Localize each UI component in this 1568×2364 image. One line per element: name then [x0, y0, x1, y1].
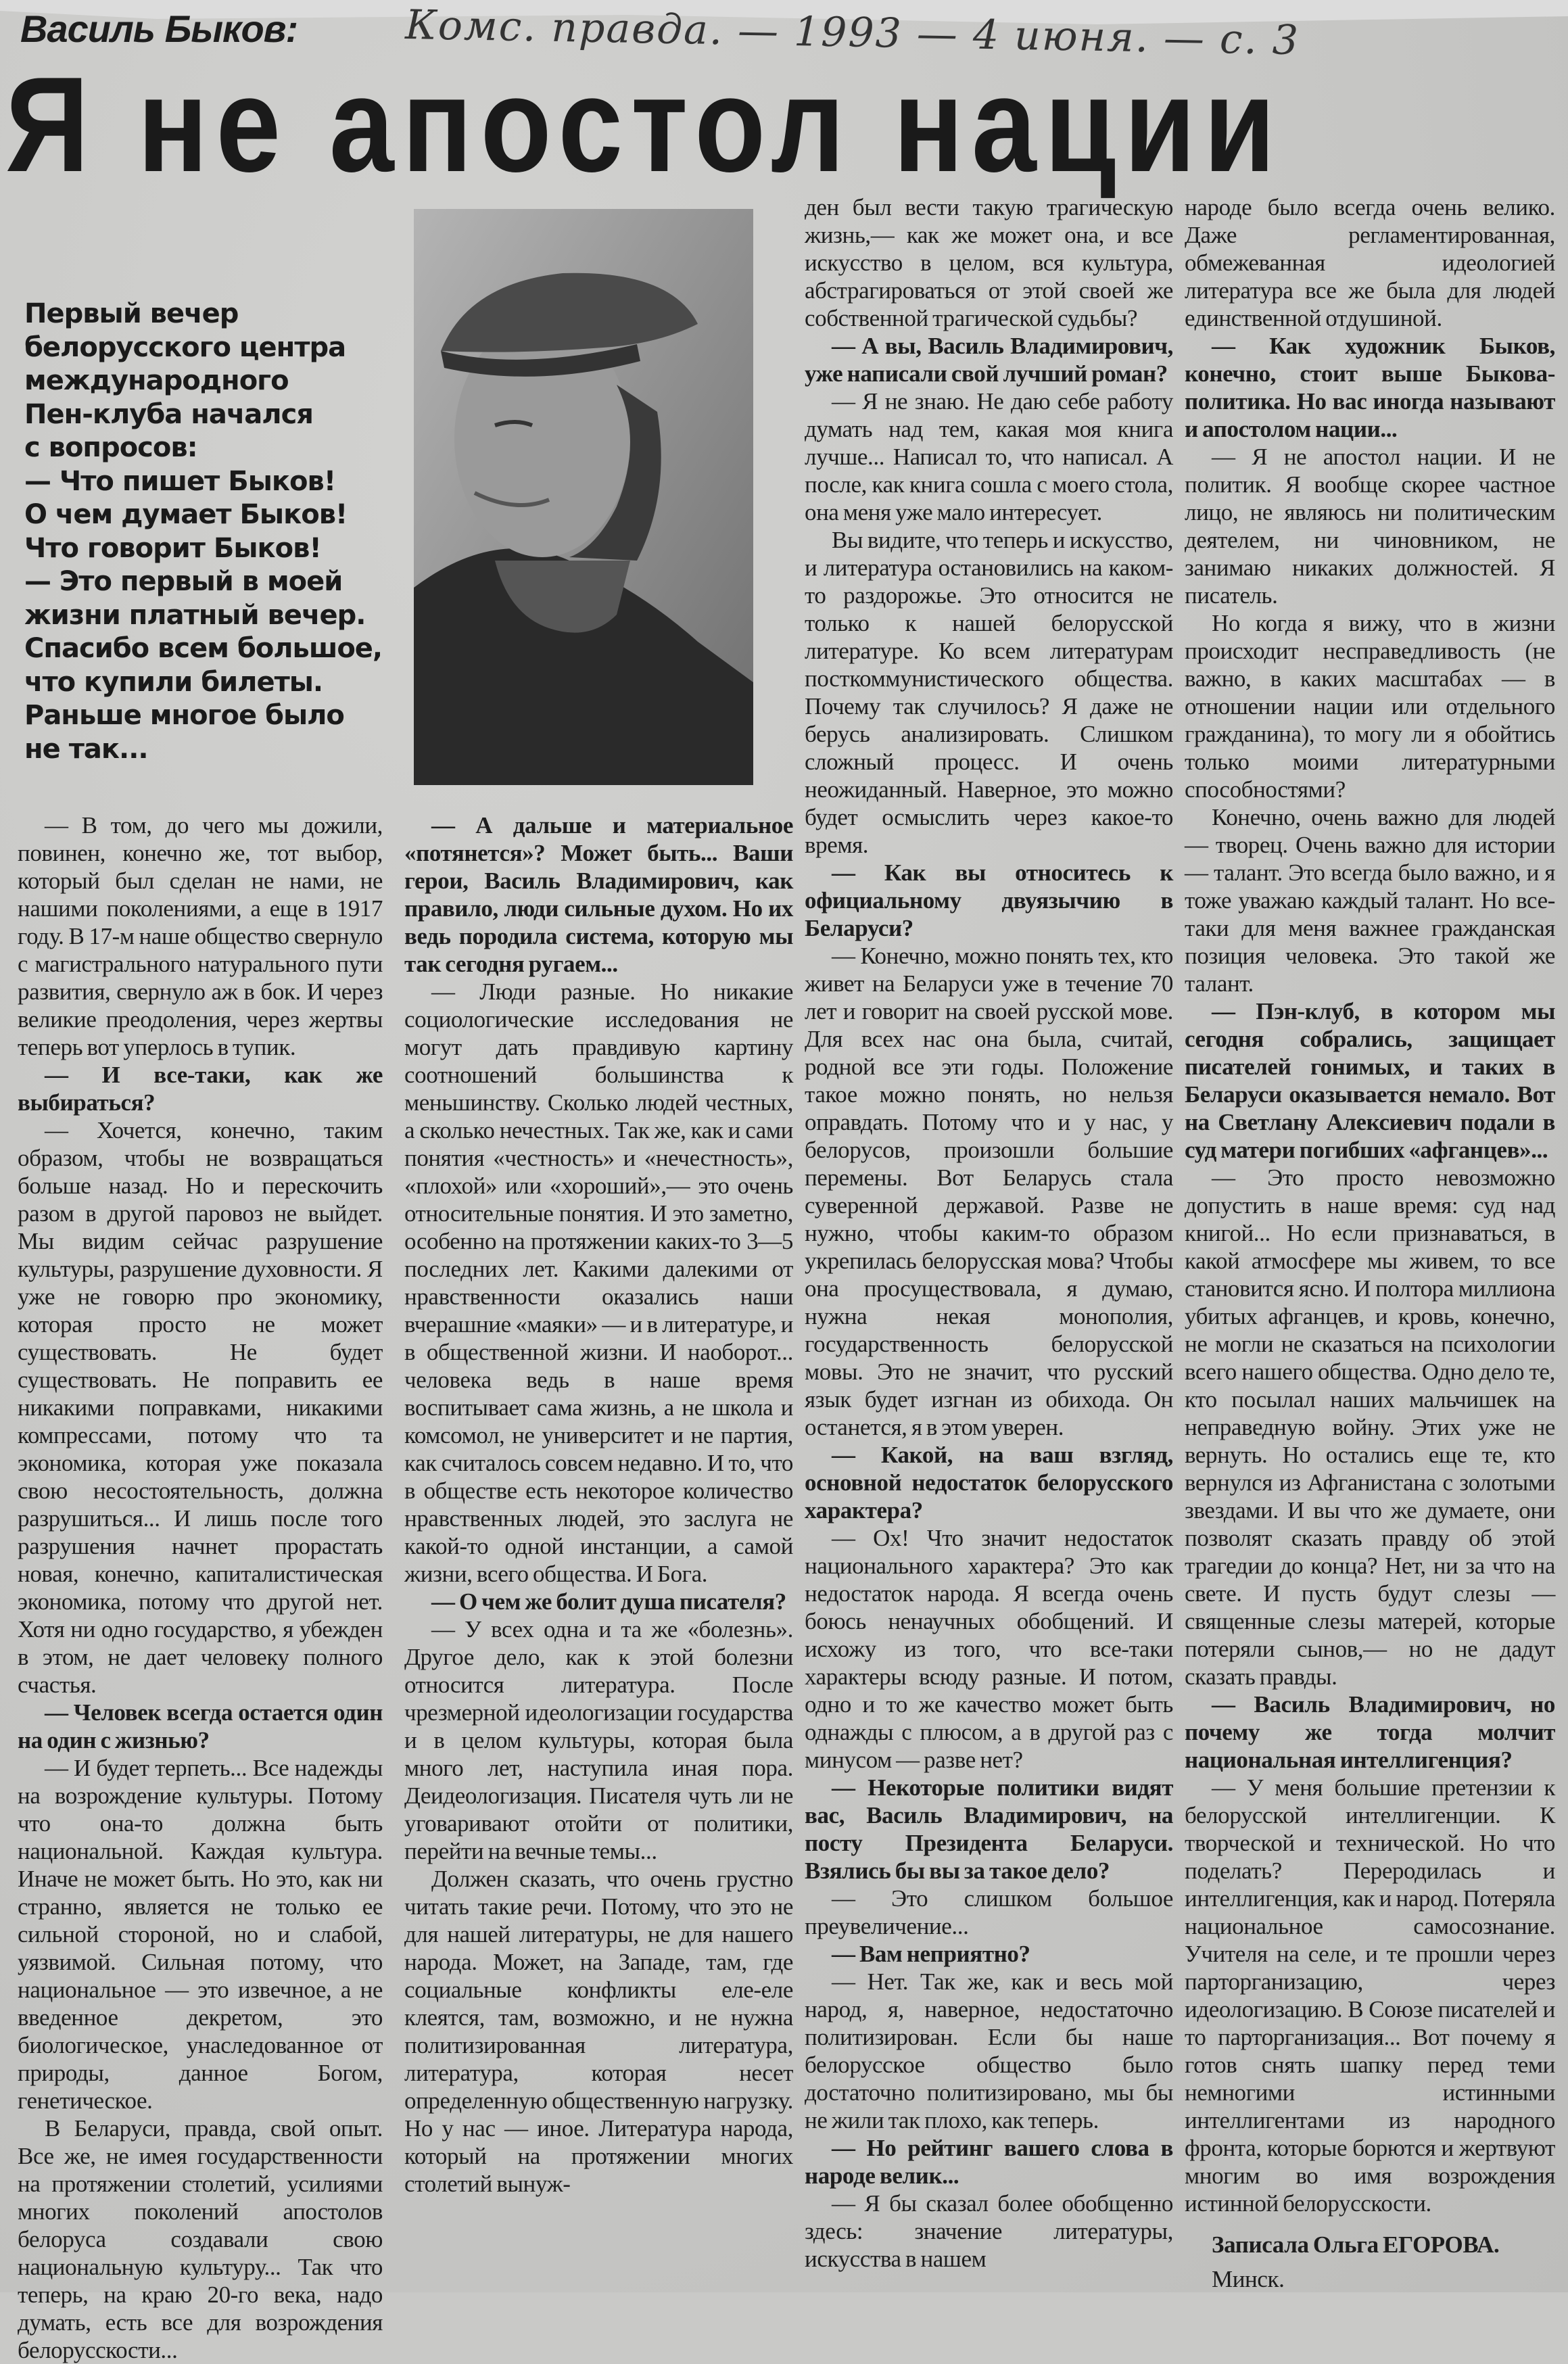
- byline: Василь Быков:: [20, 7, 298, 50]
- interview-question: — Какой, на ваш взгляд, основной недостаток белорусского характера?: [805, 1442, 1173, 1523]
- interview-question: — Человек всегда остается один на один с жизнью?: [18, 1699, 383, 1753]
- lead-line: Пен-клуба начался: [24, 398, 313, 430]
- lead-line: — Что пишет Быков!: [24, 465, 336, 497]
- interview-answer: — Это слишком большое преувеличение...: [805, 1885, 1173, 1939]
- interview-question: — Пэн-клуб, в котором мы сегодня собрались, защищает писателей гонимых, и таких в Беларуси оказывается немало. Вот на Светлану Алексиевич подали в суд матери погибших «афганцев»...: [1185, 998, 1555, 1163]
- interview-question: — А вы, Василь Владимирович, уже написали свой лучший роман?: [805, 333, 1173, 387]
- interview-question: — Как художник Быков, конечно, стоит выше Быкова-политика. Но вас иногда называют и апостолом нации...: [1185, 333, 1555, 442]
- lead-line: с вопросов:: [24, 432, 197, 463]
- lead-line: — Это первый в моей: [24, 566, 343, 597]
- interview-answer: — В том, до чего мы дожили, повинен, конечно же, тот выбор, который был сделан не нами, не нашими поколениями, а еще в 1917 году. В 17-м наше общество свернуло с магистрального натурального пути развития, свернуло аж в бок. И через великие преодоления, через жертвы теперь вот уперлось в тупик.: [18, 812, 383, 1060]
- interview-answer: — Я бы сказал более обобщенно здесь: значение литературы, искусства в нашем: [805, 2190, 1173, 2272]
- interview-answer: Вы видите, что теперь и искусство, и литература остановились на каком-то раздорожье. Это относится не только к нашей белорусской литературе. Ко всем литературам посткоммунистического общества. Почему так случилось? Я даже не берусь анализировать. Слишком сложный процесс. И очень неожиданный. Наверное, это можно будет осмыслить через какое-то время.: [805, 527, 1173, 858]
- interview-question: — Вам неприятно?: [832, 1941, 1030, 1967]
- interview-answer: Должен сказать, что очень грустно читать такие речи. Потому, что это не для нашей литературы, не для нашего народа. Может, на Западе, там, где социальные конфликты еле-еле клеятся, там, возможно, и не нужна политизированная литература, литература, которая несет определенную общественную нагрузку. Но у нас — иное. Литература народа, который на протяжении многих столетий вынуж-: [404, 1866, 793, 2197]
- interview-question: — О чем же болит душа писателя?: [431, 1588, 786, 1615]
- interview-answer: — Конечно, можно понять тех, кто живет на Беларуси уже в течение 70 лет и говорит на своей русской мове. Для всех нас она была, считай, родной все эти годы. Положение такое можно понять, но нельзя оправдать. Потому что и у нас, у белорусов, произошли большие перемены. Вот Беларусь стала суверенной державой. Разве не нужно, чтобы каким-то образом укрепилась белорусская мова? Чтобы она просуществовала, я думаю, нужна некая монополия, государственность белорусской мовы. Это не значит, что русский язык будет изгнан из обихода. Он останется, я в этом уверен.: [805, 943, 1173, 1440]
- interview-answer: Но когда я вижу, что в жизни происходит несправедливость (не важно, в каких масштабах — в отношении нации или отдельного гражданина), то могу ли я обойтись только моими литературными способностями?: [1185, 610, 1555, 803]
- lead-paragraph: [24, 298, 403, 766]
- article-column-1: [18, 811, 383, 2364]
- handwritten-source-note: Комс. правда. — 1993 — 4 июня. — с. 3: [404, 1, 1300, 65]
- interview-answer: ден был вести такую трагическую жизнь,— как же может она, и все искусство в целом, вся культура, абстрагироваться от этой своей же собственной трагической судьбы?: [805, 194, 1173, 331]
- interview-answer: Конечно, очень важно для людей — творец. Очень важно для истории — талант. Это всегда было важно, и я тоже уважаю каждый талант. Но все-таки для меня важнее гражданская позиция человека. Это такой же талант.: [1185, 804, 1555, 997]
- interview-answer: В Беларуси, правда, свой опыт. Все же, не имея государственности на протяжении столетий, усилиями многих поколений апостолов белоруса создавали свою национальную культуру... Так что теперь, на краю 20-го века, надо думать, есть все для возрождения белорусскости...: [18, 2115, 383, 2363]
- interview-question: — Как вы относитесь к официальному двуязычию в Беларуси?: [805, 859, 1173, 941]
- interview-answer: — Я не знаю. Не даю себе работу думать над тем, какая моя книга лучше... Написал то, что написал. А после, как книга сошла с моего стола, она меня уже мало интересует.: [805, 388, 1173, 525]
- article-column-3: [805, 193, 1173, 2273]
- lead-line: белорусского центра: [24, 331, 346, 363]
- interview-answer: — Люди разные. Но никакие социологические исследования не могут дать правдивую картину соотношений большинства к меньшинству. Сколько людей честных, а сколько нечестных. Так же, как и сами понятия «честность» и «нечестность», «плохой» или «хороший»,— это очень относительные понятия. И это заметно, особенно на протяжении каких-то 3—5 последних лет. Какими далекими от нравственности оказались наши вчерашние «маяки» — и в литературе, и в общественной жизни. И наоборот... человека ведь в наше время воспитывает сама жизнь, а не школа и комсомол, не университет и не партия, как считалось совсем недавно. И то, что в обществе есть некоторое количество нравственных людей, это заслуга не какой-то одной инстанции, а самой жизни, всего общества. И Бога.: [404, 978, 793, 1587]
- author-credit: Записала Ольга ЕГОРОВА.: [1212, 2231, 1500, 2258]
- interview-answer: — Я не апостол нации. И не политик. Я вообще скорее частное лицо, не являюсь ни политическим деятелем, ни чиновником, не занимаю никаких должностей. Я писатель.: [1185, 444, 1555, 609]
- dateline-place: Минск.: [1212, 2266, 1285, 2292]
- interview-answer: — Хочется, конечно, таким образом, чтобы не возвращаться больше назад. Но и перескочить разом в другой паровоз не выйдет. Мы видим сейчас разрушение культуры, разрушение духовности. Я уже не говорю про экономику, которая просто не может существовать. Не будет существовать. Не поправить ее никакими поправками, никакими компрессами, потому что та экономика, которая уже показала свою несостоятельность, должна разрушиться... И лишь после того разрушения начнет прорастать новая, конечно, капиталистическая экономика, потому что другой нет. Хотя ни одно государство, я убежден в этом, не дает человеку полного счастья.: [18, 1117, 383, 1698]
- lead-line: международного: [24, 365, 289, 396]
- interview-answer: народе было всегда очень велико. Даже регламентированная, обмежеванная идеологией литература все же была для людей единственной отдушиной.: [1185, 194, 1555, 331]
- portrait-photo: [414, 209, 753, 785]
- lead-line: не так...: [24, 733, 148, 765]
- article-column-4: [1185, 193, 1555, 2293]
- lead-line: Первый вечер: [24, 298, 239, 329]
- interview-answer: — Это просто невозможно допустить в наше время: суд над книгой... Но если признаваться, в какой атмосфере мы живем, то все становится ясно. И полтора миллиона убитых афганцев, и кровь, конечно, не могли не сказаться на психологии всего нашего общества. Одно дело те, кто посылал наших мальчишек на неправедную войну. Этих уже не вернуть. Но остались еще те, кто вернулся из Афганистана с золотыми звездами. И вы что же думаете, они позволят сказать правду об этой трагедии до конца? Нет, ни за что на свете. И пусть будут слезы — священные слезы матерей, которые потеряли сынов,— но не дадут сказать правды.: [1185, 1164, 1555, 1690]
- interview-answer: — У всех одна и та же «болезнь». Другое дело, как к этой болезни относится литература. После чрезмерной идеологизации государства и в целом культуры, которая была много лет, наступила иная пора. Деидеологизация. Писателя чуть ли не уговаривают отойти от политики, перейти на вечные темы...: [404, 1616, 793, 1864]
- lead-line: Раньше многое было: [24, 700, 344, 731]
- interview-question: — А дальше и материальное «потянется»? Может быть... Ваши герои, Василь Владимирович, как правило, люди сильные духом. Но их ведь породила система, которую мы так сегодня ругаем...: [404, 812, 793, 977]
- article-column-2: [404, 811, 793, 2198]
- interview-answer: — Нет. Так же, как и весь мой народ, я, наверное, недостаточно политизирован. Если бы наше белорусское общество было достаточно политизировано, мы бы не жили так плохо, как теперь.: [805, 1968, 1173, 2133]
- interview-question: — Некоторые политики видят вас, Василь Владимирович, на посту Президента Беларуси. Взялись бы вы за такое дело?: [805, 1774, 1173, 1884]
- interview-answer: — И будет терпеть... Все надежды на возрождение культуры. Потому что она-то должна быть национальной. Каждая культура. Иначе не может быть. Но это, как ни странно, является не только ее сильной стороной, но и слабой, уязвимой. Сильная потому, что национальное — это извечное, а не введенное декретом, это биологическое, унаследованное от природы, данное Богом, генетическое.: [18, 1755, 383, 2114]
- interview-question: — Василь Владимирович, но почему же тогда молчит национальная интеллигенция?: [1185, 1691, 1555, 1773]
- portrait-photo-icon: [414, 209, 753, 785]
- interview-question: — И все-таки, как же выбираться?: [18, 1062, 383, 1116]
- interview-question: — Но рейтинг вашего слова в народе велик...: [805, 2135, 1173, 2189]
- lead-line: что купили билеты.: [24, 666, 323, 698]
- headline: Я не апостол нации: [5, 49, 1284, 200]
- lead-line: жизни платный вечер.: [24, 599, 366, 631]
- interview-answer: — Ох! Что значит недостаток национального характера? Это как недостаток народа. Я всегда очень боюсь ненаучных обобщений. И исхожу из того, что все-таки характеры всюду разные. И потом, одно и то же качество может быть однажды с плюсом, а в другой раз с минусом — разве нет?: [805, 1525, 1173, 1773]
- interview-answer: — У меня большие претензии к белорусской интеллигенции. К творческой и технической. Но что поделать? Переродилась и интеллигенция, как и народ. Потеряла национальное самосознание. Учителя на селе, и те прошли через парторганизацию, через идеологизацию. В Союзе писателей и то парторганизация... Вот почему я готов снять шапку перед теми немногими истинными интеллигентами из народного фронта, которые борются и жертвуют многим во имя возрождения истинной белорусскости.: [1185, 1774, 1555, 2217]
- lead-line: О чем думает Быков!: [24, 499, 348, 530]
- lead-line: Что говорит Быков!: [24, 532, 321, 564]
- lead-line: Спасибо всем большое,: [24, 633, 383, 664]
